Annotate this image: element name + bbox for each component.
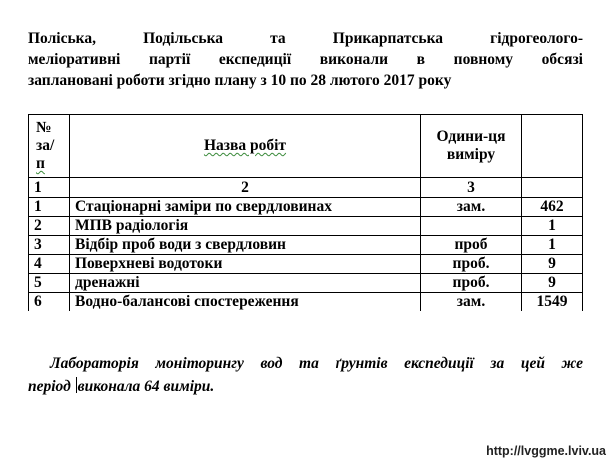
row-unit: проб: [421, 236, 522, 255]
note-line-2-start: період: [28, 378, 75, 395]
row-unit: проб.: [421, 255, 522, 274]
header-number-line-1: №: [36, 119, 52, 136]
table-row: [29, 274, 583, 293]
header-unit-line-2: виміру: [446, 146, 496, 163]
row-value: 1: [522, 217, 583, 236]
row-value: 1549: [522, 293, 583, 312]
text-cursor: [76, 377, 77, 393]
heading-line-2: меліоративні партії експедиції виконали в повному обсязі: [28, 51, 583, 68]
note-line-2: [28, 375, 583, 398]
index-cell-1: 1: [29, 178, 70, 198]
row-work-name: Поверхневі водотоки: [70, 255, 421, 274]
row-number: 4: [29, 255, 70, 274]
header-value: [522, 115, 583, 178]
row-number: 6: [29, 293, 70, 312]
source-url: http://lvggme.lviv.ua: [486, 444, 606, 458]
row-value: 9: [522, 255, 583, 274]
table-index-row: [29, 178, 583, 198]
table-row: [29, 255, 583, 274]
heading-line-1: Поліська, Подільська та Прикарпатська гідрогеолого-: [28, 30, 583, 47]
row-unit: зам.: [421, 198, 522, 217]
note-line-1: Лабораторія моніторингу вод та ґрунтів експедиції за цей же: [50, 355, 583, 372]
header-unit: [421, 115, 522, 178]
index-cell-4: [522, 178, 583, 198]
header-work-name-label: Назва робіт: [203, 137, 287, 154]
row-work-name: дренажні: [70, 274, 421, 293]
table-row: [29, 198, 583, 217]
works-table: [28, 114, 583, 311]
document-heading: [28, 28, 583, 91]
row-value: 462: [522, 198, 583, 217]
header-number: [29, 115, 70, 178]
heading-line-3: заплановані роботи згідно плану з 10 по 28 лютого 2017 року: [28, 72, 452, 89]
index-cell-2: 2: [70, 178, 421, 198]
row-unit: [421, 217, 522, 236]
header-number-line-3: п: [36, 155, 45, 172]
index-cell-3: 3: [421, 178, 522, 198]
table-row: [29, 293, 583, 312]
row-unit: зам.: [421, 293, 522, 312]
row-number: 1: [29, 198, 70, 217]
row-number: 2: [29, 217, 70, 236]
row-value: 1: [522, 236, 583, 255]
row-number: 5: [29, 274, 70, 293]
header-work-name: [70, 115, 421, 178]
row-work-name: [70, 217, 421, 236]
table-row: [29, 236, 583, 255]
note-line-2-end: виконала 64 виміри.: [77, 378, 215, 395]
laboratory-note: [28, 352, 583, 398]
row-work-name: Водно-балансові спостереження: [70, 293, 421, 312]
row-work-name: Відбір проб води з свердловин: [70, 236, 421, 255]
row-number: 3: [29, 236, 70, 255]
table-row: [29, 217, 583, 236]
header-unit-line-1: Одини-ця: [436, 128, 506, 145]
table-header-row: [29, 115, 583, 178]
row-unit: проб.: [421, 274, 522, 293]
header-number-line-2: за/: [36, 137, 55, 154]
row-work-name-text: МПВ радіологія: [75, 217, 189, 234]
row-work-name: Стаціонарні заміри по свердловинах: [70, 198, 421, 217]
row-value: 9: [522, 274, 583, 293]
